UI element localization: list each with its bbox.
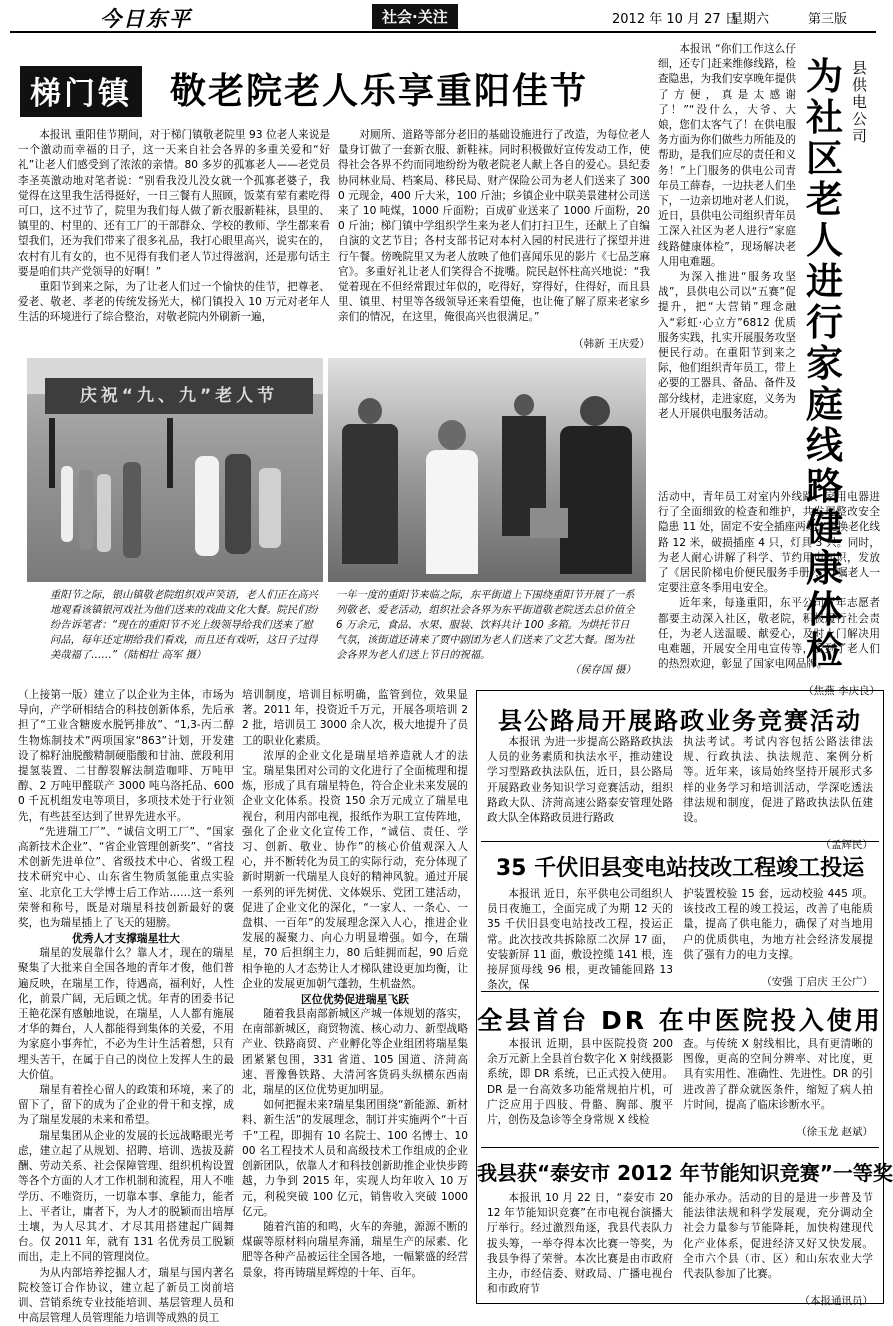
brief-title: 全县首台 DR 在中医院投入使用 — [477, 1006, 883, 1035]
issue-date: 2012 年 10 月 27 日 — [612, 12, 738, 27]
article-col-2 — [338, 128, 650, 358]
brief-text: 查。与传统 X 射线相比，具有更清晰的图像，更高的空间分辨率、对比度，更具有实用性、准确性、先进性。DR 的引进改善了群众就医条件，缩短了病人拍片时间，提高了临床诊断水平。 — [683, 1038, 873, 1111]
subheading: 优秀人才支撑瑞星壮大 — [72, 932, 180, 946]
sidebar-col-wide — [658, 490, 880, 697]
page-header — [0, 0, 886, 34]
article-paragraph: 对厕所、道路等部分老旧的基础设施进行了改造，为每位老人量身订做了一套新衣服、新鞋袜。同时积极做好宣传发动工作，使得社会各界不约而同地纷纷为敬老院老人献上各自的爱心。县纪委协同林业局、档案局、移民局、财产保险公司为老人们送来了 3000 元现金，400 斤大米，100 斤油；乡镇企业中联美景建材公司送来了 10 吨煤，1000 斤面粉；百成矿业送来了 1000 斤面粉，200 斤油；梯门镇中学组织学生来为老人们打扫卫生，还献上了自编自演的文艺节目；各村支部书记对本村入园的村民进行了探望并进行午餐。傍晚院里又为老人放映了他们喜闻乐见的影片《七品芝麻官》。多重好礼让老人们笑得合不拢嘴。院民赵怀柱高兴地说：“我觉着现在不但经常跟过年似的，吃得好，穿得好，住得好，而且县里、镇里、村里等各级领导还来看望俺，也让俺了解了原来老家乡亲们的情况，在这里，俺很高兴也很满足。” — [338, 129, 650, 324]
brief-col — [487, 735, 673, 843]
sidebar-headline: 为社区老人进行家庭线路健康体检 — [806, 55, 843, 672]
continued-col-1 — [18, 688, 234, 1325]
article-headline: 敬老院老人乐享重阳佳节 — [170, 71, 589, 112]
sidebar-paragraph: 活动中，青年员工对室内外线路、家用电器进行了全面细致的检查和维护，共发现整改安全隐患 11 处，固定不安全插座两处，更换老化线路 12 米，破损插座 4 只，灯具 3 只。同时，为老人耐心讲解了科学、节约用电知识，发放了《居民阶梯电价便民服务手册》，叮嘱老人一定要注意冬季用电安全。 — [658, 491, 880, 595]
brief-text: 本报讯 近期，县中医院投资 200 余万元新上全县首台数字化 X 射线摄影系统，即 DR 系统，已正式投入使用。DR 是一台高效多功能常规拍片机，可广泛应用于四肢、骨骼、胸部、腹平片，创伤及急诊等全身常规 X 线检 — [487, 1038, 673, 1127]
brief-col — [683, 735, 873, 851]
sidebar-paragraph: 为深入推进“服务攻坚战”，县供电公司以“五赛”促提升，把“大营销”理念融入“彩虹·心立方”6812 优质服务实践，扎实开展服务攻坚便民行动。在重阳节到来之际，他们组织青年员工，带上必要的工器具、备品、备件及部分线材，走进家庭，义务为老人开展供电服务活动。 — [658, 271, 796, 420]
photo-opera-performance — [27, 358, 323, 582]
brief-col — [487, 1037, 673, 1143]
caption-credit: （侯存国 摄） — [569, 664, 636, 676]
header-rule — [10, 31, 876, 33]
brief-title: 35 千伏旧县变电站技改工程竣工投运 — [495, 856, 865, 881]
continued-paragraph: “先进瑞工厂”、“诚信文明工厂”、“国家高新技术企业”、“省企业管理创新奖”、“省技术创新先进单位”、省级技术中心、省级工程技术研究中心、山东省生物质氢能重点实验室、北京化工大学博士后工作站……这一系列荣誉和称号，既是对瑞星科技创新最好的褒奖，也为瑞星插上了飞天的翅膀。 — [18, 825, 234, 930]
masthead-logo: 今日东平 — [100, 6, 192, 31]
photo-caption-1 — [50, 588, 320, 686]
continued-paragraph: 随着我县南部新城区产城一体规划的落实，在南部新城区，商贸物流、核心动力、新型战略产业、铁路商贸、产业孵化等企业组团将瑞星集团紧紧包围，331 省道、105 国道、济菏高速、晋豫鲁铁路、大清河客货码头纵横东西南北，瑞星的区位优势更加明显。 — [242, 1008, 468, 1097]
continued-paragraph: 随着汽笛的和鸣，火车的奔驰，源源不断的煤碳等原材料向瑞星奔涌，瑞星生产的尿素、化肥等各种产品被运往全国各地，一幅繁盛的经营景象，将再铸瑞星辉煌的十年、百年。 — [242, 1220, 468, 1279]
sidebar-kicker: 县供电公司 — [852, 59, 868, 145]
article-col-1 — [18, 128, 330, 348]
article-paragraph: 重阳节到来之际，为了让老人们过一个愉快的佳节，把尊老、爱老、敬老、孝老的传统发扬光大，梯门镇投入 10 万元对老年人生活的环境进行了综合整治，对敬老院内外刷新一遍， — [18, 281, 330, 324]
caption-text: 一年一度的重阳节来临之际，东平街道上下围绕重阳节开展了一系列敬老、爱老活动，组织社会各界为东平街道敬老院送去总价值全 6 万余元，食品、水果、服装、饮料共计 100 多箱。为烘托节日气氛，该街道还请来了贾中剧团为老人们送来了文艺大餐。图为社会各界为老人们送上节日的祝福。 — [336, 589, 635, 661]
continued-paragraph: 瑞星集团从企业的发展的长远战略眼光考虑，建立起了从规划、招聘、培训、选拔及薪酬、劳动关系、社会保障管理、组织机构设置等各个方面的人才工作机制和流程，用人不唯学历、不唯资历，一切靠本事、拿能力，能者上、平者让，庸者下，为人才的脱颖而出培厚土壤，为人尽其才、才尽其用搭建起广阔舞台。仅 2011 年，就有 131 名优秀员工脱颖而出，走上不同的管理岗位。 — [18, 1129, 234, 1264]
sidebar-paragraph: 本报讯 “你们工作这么仔细，还专门赶来维修线路，检查隐患，为我们安享晚年提供了方便，真是太感谢了！”“没什么，大爷、大娘，您们太客气了！在供电服务方面为你们做些力所能及的帮助，是我们应尽的责任和义务！”上门服务的供电公司青年员工薛春，一边扶老人们坐下，一边亲切地对老人们说，近日，县供电公司组织青年员工深入社区为老人进行“家庭线路健康体检”，现场解决老人用电难题。 — [658, 43, 796, 268]
brief-credit: （徐玉龙 赵斌） — [796, 1125, 873, 1138]
continued-paragraph: 如何把握未来?瑞星集团围绕“新能源、新材料、新生活”的发展理念，制订并实施两个“十百千”工程，即拥有 10 名院士、100 名博士、1000 名工程技术人员和高级技术工作组成的企业创新团队，依靠人才和科技创新助推企业快步跨越，力争到 2015 年，实现人均年收入 10 万元，利税突破 100 亿元，销售收入突破 1000 亿元。 — [242, 1099, 468, 1218]
brief-col — [487, 887, 673, 992]
continued-paragraph: 为从内部培养挖掘人才，瑞星与国内著名院校签订合作协议，建立起了新员工岗前培训、营销系统专业技能培训、基层管理人员和中高层管理人员管理能力培训等成熟的员工 — [18, 1266, 234, 1325]
section-label: 社会·关注 — [372, 4, 458, 29]
page-number: 第三版 — [808, 12, 848, 27]
brief-title: 县公路局开展路政业务竞赛活动 — [498, 707, 862, 735]
brief-col — [683, 1191, 873, 1307]
brief-col — [683, 1037, 873, 1143]
sidebar-col-narrow — [658, 42, 796, 490]
brief-divider — [481, 991, 879, 992]
sidebar-paragraph: 近年来，每逢重阳，东平公司青年志愿者都要主动深入社区，敬老院，积极履行社会责任，为老人送温暖、献爱心，及时上门解决用电难题，开展安全用电宣传等，受到了老人们的热烈欢迎，彰显了国家电网品牌。 — [658, 597, 880, 671]
brief-col — [683, 887, 873, 989]
article-credit: （韩新 王庆爱） — [573, 338, 650, 351]
news-brief-box — [476, 690, 893, 1307]
brief-col — [487, 1191, 673, 1299]
caption-text: 重阳节之际，银山镇敬老院组织戏声笑语，老人们正在高兴地观看该镇银河戏社为他们送来的戏曲文化大餐。院民们纷纷告诉笔者：“现在的重阳节不光上级领导给我们送来了慰问品，每年还定期给我们看戏，而且还有戏听，这日子过得美哉福了……” — [50, 589, 318, 661]
brief-divider — [481, 1147, 879, 1148]
article-kicker: 梯门镇 — [20, 66, 142, 117]
brief-divider — [481, 841, 879, 842]
photo-visitors-elderly — [328, 358, 646, 582]
brief-credit: （本报通讯员） — [799, 1294, 873, 1307]
article-paragraph: 本报讯 重阳佳节期间，对于梯门镇敬老院里 93 位老人来说是一个激动而幸福的日子，这一天来自社会各界的多重关爱和“好礼”让老人们感受到了浓浓的亲情。80 多岁的孤寡老人——老党员李圣英激动地对笔者说：“别看我没儿没女就一个孤寡老婆子，我觉得在这里我生活得挺好，一日三餐有人照顾，饭菜有荤有素吃得可口，这不过节了，院里为我们每人做了新衣服新鞋袜，县里的、镇里的、村里的、还有工厂的干部群众、学校的教师、学生都来看望我们，还为我们带来了很多礼品，我打心眼里高兴，说实在的，农村有儿有女的，也不见得有我们老人节过得滋润，还是那句话主要是咱们共产党领导的好啊！” — [18, 129, 330, 278]
brief-text: 本报讯 10 月 22 日，“泰安市 2012 年节能知识竞赛”在市电视台演播大厅举行。经过激烈角逐，我县代表队力拔头筹，一举夺得本次比赛一等奖，为我县争得了荣誉。本次比赛是由市政府主办，市经信委、财政局、广播电视台和市政府节 — [487, 1192, 673, 1296]
caption-credit: （陆相壮 高军 摄） — [117, 649, 207, 661]
sidebar-headline-block — [800, 40, 880, 672]
continued-paragraph: 培训制度，培训目标明确，监管到位，效果显著。2011 年，投资近千万元，开展各项培训 22 批，培训员工 3000 余人次，极大地提升了员工的职业化素质。 — [242, 689, 468, 747]
brief-text: 护装置校验 15 套，远动校验 445 项。该技改工程的竣工投运，改善了电能质量，提高了供电能力，确保了对当地用户的优质供电，为地方社会经济发展提供了强有力的电力支撑。 — [683, 888, 873, 961]
brief-credit: （安强 丁启庆 王公广） — [761, 975, 873, 988]
photo-caption-2 — [336, 588, 636, 686]
continued-paragraph: （上接第一版）建立了以企业为主体，市场为导向，产学研相结合的科技创新体系，先后承担了“工业含糖废水脱钙排放”、“1,3-丙二醇生物炼制技术”两项国家“863”计划，开发建设了棉籽油脱酸精制硬脂酸和甘油、蔗段利用提氢装置、二甘醇裂解法制造咖啡、万吨甲醇、2 万吨甲醛联产 3000 吨乌洛托品、6000 千瓦机组发电等项目，多项技术处于行业领先，有些甚至达到了世界先进水平。 — [18, 689, 234, 823]
brief-text: 本报讯 为进一步提高公路路政执法人员的业务素质和执法水平，推动建设学习型路政执法队伍，近日，县公路局开展路政业务知识学习竞赛活动，组织路政大队、济菏高速公路泰安管理处路政大队全体路政员进行路政 — [487, 736, 673, 825]
continued-col-2 — [242, 688, 468, 1308]
continued-paragraph: 瑞星的发展靠什么？靠人才，现在的瑞星聚集了大批来自全国各地的青年才俊，他们普遍反映，在瑞星工作，待遇高，福利好，人性化，前景广阔，无后顾之忧。年青的团委书记王艳花深有感触地说，在瑞星，人人都有施展才华的舞台，人人都能得到集体的关爱，不用为家庭小事奔忙，不必为生计生活着想，只有埋头苦干，在属于自己的岗位上发挥人生的最大价值。 — [18, 947, 234, 1081]
brief-text: 本报讯 近日，东平供电公司组织人员日夜施工，全面完成了为期 12 天的 35 千伏旧县变电站技改工程，投运正常。此次技改共拆除原二次屏 17 面，安装新屏 11 面，敷设控缆 141 根，连接屏顶母线 96 根，更改铺能回路 13 条次，保 — [487, 888, 673, 992]
brief-text: 执法考试。考试内容包括公路法律法规、行政执法、执法规范、案例分析等。近年来，该局始终坚持开展形式多样的业务学习和培训活动，学深吃透法律法规和制度，促进了路政执法队伍建设。 — [683, 736, 873, 825]
issue-weekday: 星期六 — [730, 12, 770, 27]
banner-text: 庆祝“九、九”老人节 — [45, 378, 313, 414]
sidebar-credit: （焦燕 李庆良） — [803, 684, 880, 697]
subheading: 区位优势促进瑞星飞跃 — [301, 993, 409, 1007]
continued-paragraph: 瑞星有着拴心留人的政策和环境，来了的留下了，留下的成为了企业的骨干和支撑，成为了瑞星发展的未来和希望。 — [18, 1084, 234, 1127]
continued-paragraph: 浓厚的企业文化是瑞星培养造就人才的法宝。瑞星集团对公司的文化进行了全面梳理和提炼，形成了具有瑞星特色，符合企业未来发展的企业文化体系。投资 150 余万元成立了瑞星电视台，利用内部电视，报纸作为职工宣传阵地，强化了企业文化宣传工作，“诚信、责任、学习、创新、敬业、协作”的核心价值观深入人心，并不断转化为员工的实际行动，充分体现了新时期新一代瑞星人良好的精神风貌。通过开展一系列的评先树优、文体娱乐、党团工建活动，促进了企业文化的深化，“一家人、一条心、一盘棋、一百年”的发展理念深入人心，推进企业发展的凝聚力、向心力明显增强。如今，在瑞星，70 后担纲主力，80 后蛙拥而起，90 后竞相争艳的人才态势让人才梯队建设更加均衡，让企业的发展更加朝气蓬勃，生机盎然。 — [242, 749, 468, 990]
brief-text: 能办承办。活动的目的是进一步普及节能法律法规和科学发展观，充分调动全社会力量参与节能降耗，加快构建现代化产业体系，促进经济又好又快发展。全市六个县（市、区）和山东农业大学代表队参加了比赛。 — [683, 1192, 873, 1281]
brief-title: 我县获“泰安市 2012 年节能知识竞赛”一等奖 — [477, 1161, 893, 1185]
brief-credit: （孟辉民） — [820, 838, 873, 851]
